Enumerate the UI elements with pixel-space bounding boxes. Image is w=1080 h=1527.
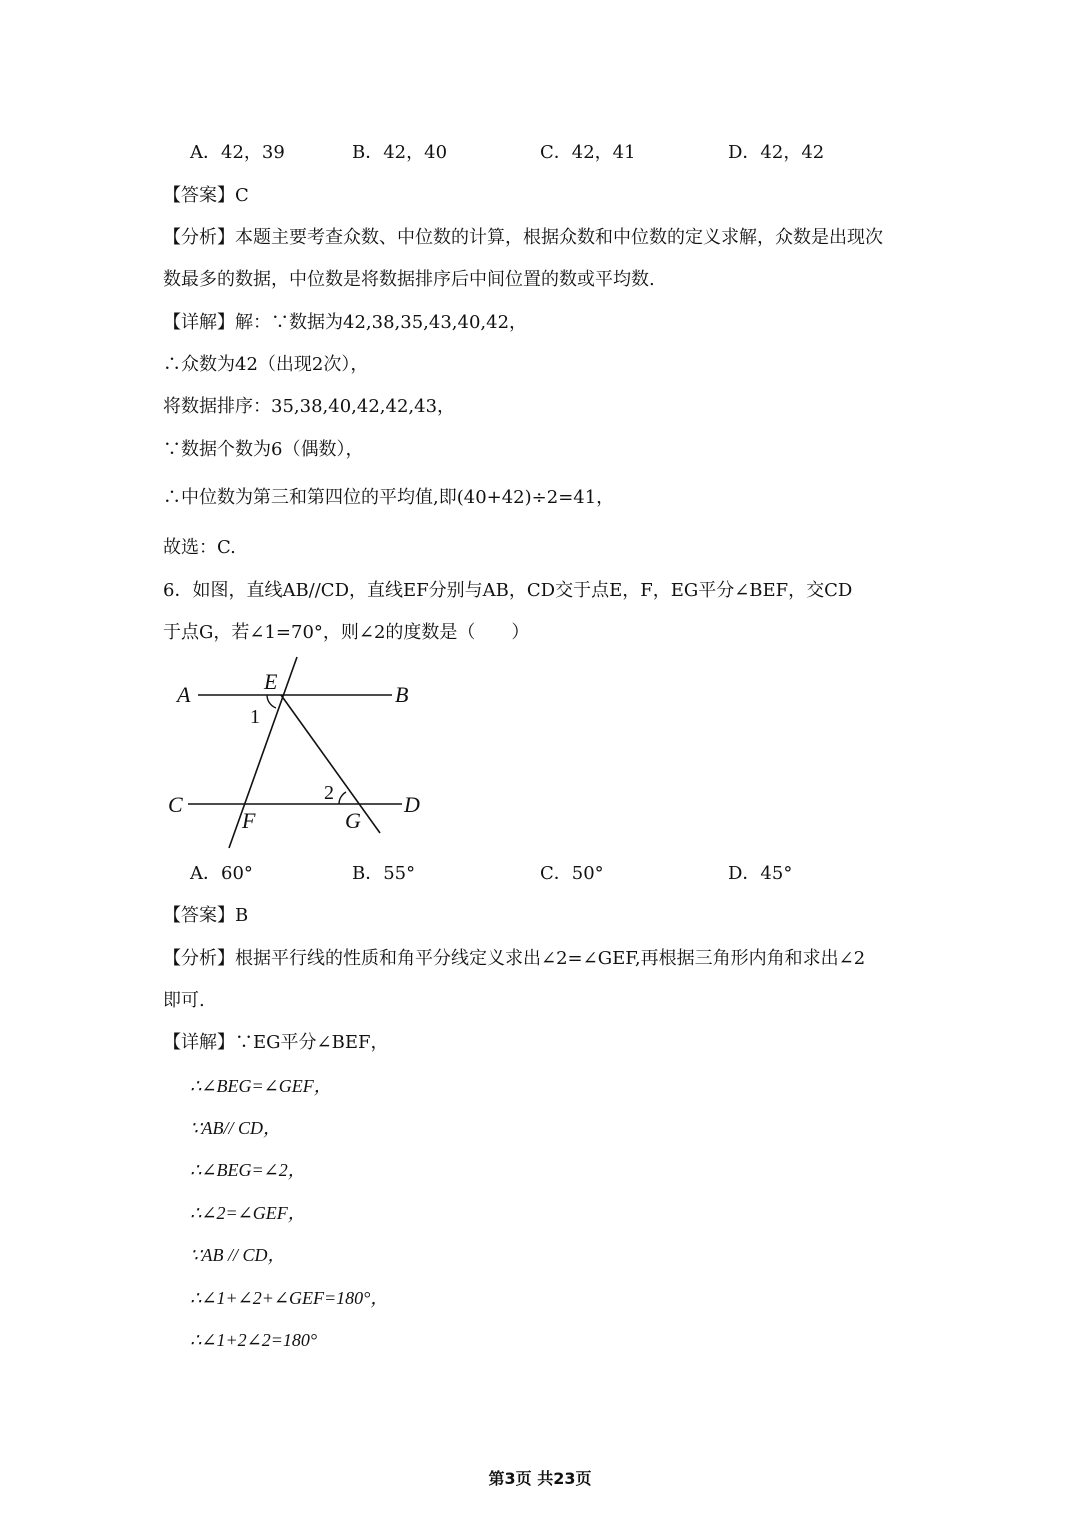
q6-question-line-2: 于点G，若∠1=70°，则∠2的度数是（ ） (163, 622, 530, 643)
label-b: B (395, 682, 409, 707)
q6-detail-step-2: ∵AB// CD， (190, 1118, 281, 1138)
line-eg (281, 695, 380, 833)
q5-detail-line-6: 故选：C. (163, 537, 236, 558)
q5-option-b: B．42，40 (352, 142, 448, 163)
q6-option-b: B．55° (352, 863, 416, 884)
q5-detail-line-2: ∴众数为42（出现2次）， (163, 354, 369, 375)
q5-detail-line-5: ∴中位数为第三和第四位的平均值,即(40+42)÷2=41， (163, 487, 615, 508)
q5-analysis-line-1: 【分析】本题主要考查众数、中位数的计算，根据众数和中位数的定义求解，众数是出现次 (163, 227, 883, 248)
q6-detail-step-3: ∴∠BEG=∠2， (190, 1160, 306, 1180)
q6-option-a: A．60° (190, 863, 253, 884)
q6-detail-head: 【详解】∵EG平分∠BEF， (163, 1032, 389, 1053)
q5-detail-line-3: 将数据排序：35,38,40,42,42,43， (163, 396, 456, 417)
angle-1-arc (267, 695, 276, 708)
q5-detail-line-1: 【详解】解：∵数据为42,38,35,43,40,42， (163, 312, 528, 333)
label-f: F (242, 808, 256, 833)
line-ef (229, 657, 297, 848)
q6-question-line-1: 6．如图，直线AB//CD，直线EF分别与AB，CD交于点E，F，EG平分∠BEF，交CD (163, 580, 853, 601)
label-c: C (168, 792, 183, 817)
q6-answer: 【答案】B (163, 905, 249, 926)
q6-analysis-line-2: 即可. (163, 990, 205, 1011)
q6-detail-step-1: ∴∠BEG=∠GEF， (190, 1076, 332, 1096)
q6-option-d: D．45° (728, 863, 793, 884)
label-d: D (404, 792, 420, 817)
label-e: E (264, 669, 278, 694)
q6-detail-step-4: ∴∠2=∠GEF， (190, 1203, 306, 1223)
q6-detail-step-7: ∴∠1+2∠2=180° (190, 1330, 318, 1350)
page-footer: 第3页 共23页 (488, 1469, 592, 1488)
q5-option-a: A．42，39 (190, 142, 285, 163)
angle-2-arc (339, 792, 346, 804)
geometry-figure (160, 652, 440, 852)
q5-detail-line-4: ∵数据个数为6（偶数）， (163, 439, 364, 460)
q5-answer: 【答案】C (163, 185, 249, 206)
q5-option-c: C．42，41 (540, 142, 636, 163)
label-angle-2: 2 (324, 782, 334, 804)
q5-option-d: D．42，42 (728, 142, 825, 163)
q5-analysis-line-2: 数最多的数据，中位数是将数据排序后中间位置的数或平均数. (163, 269, 655, 290)
q6-detail-step-6: ∴∠1+∠2+∠GEF=180°， (190, 1288, 389, 1308)
q6-analysis-line-1: 【分析】根据平行线的性质和角平分线定义求出∠2=∠GEF,再根据三角形内角和求出∠2 (163, 948, 866, 969)
q6-detail-step-5: ∵AB // CD， (190, 1245, 286, 1265)
label-angle-1: 1 (250, 706, 260, 728)
label-a: A (177, 682, 191, 707)
label-g: G (345, 808, 361, 833)
q6-option-c: C．50° (540, 863, 604, 884)
